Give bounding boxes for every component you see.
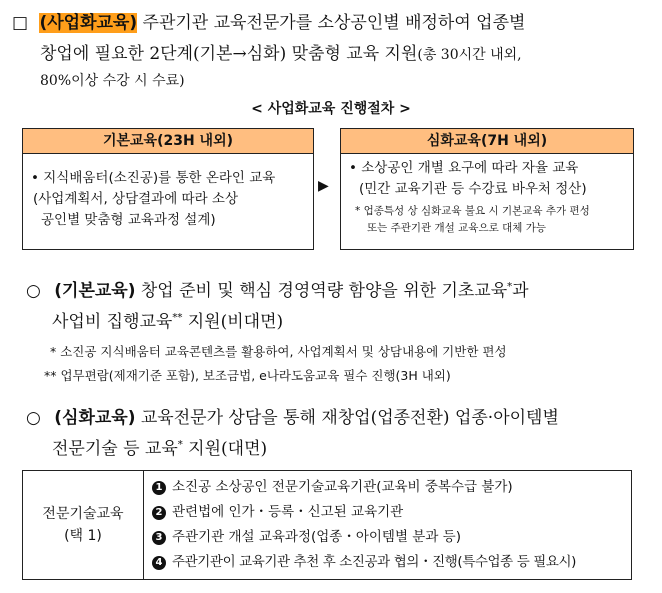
header-line-1-text: 주관기관 교육전문가를 소상공인별 배정하여 업종별	[137, 13, 526, 33]
advanced-section-line-2	[52, 434, 267, 459]
basic-section-note-2: ** 업무편람(제재기준 포함), 보조금법, e나라도움교육 필수 진행(3H 내외)	[44, 368, 451, 383]
basic-section-text-2: 사업비 집행교육	[52, 312, 173, 332]
table-option-1-text: 소진공 소상공인 전문기술교육기관(교육비 중복수급 불가)	[172, 479, 513, 495]
footnote-mark-2: **	[172, 312, 183, 324]
basic-section-text-1b: 과	[512, 281, 529, 301]
tech-education-table	[22, 470, 632, 580]
table-left-label-1: 전문기술교육	[42, 506, 124, 522]
table-option-4-text: 주관기관이 교육기관 추천 후 소진공과 협의・진행(특수업종 등 필요시)	[172, 554, 577, 570]
circle-bullet-icon-2: ○	[26, 408, 41, 428]
advanced-section-text-2b: 지원(대면)	[182, 439, 268, 459]
header-line-1	[12, 8, 525, 33]
advanced-education-box	[340, 128, 634, 250]
header-line-2	[40, 39, 522, 64]
basic-education-box	[22, 128, 314, 250]
basic-section-title: (기본교육)	[54, 281, 136, 301]
advanced-section-line-1	[26, 403, 559, 428]
advanced-section-text-1: 교육전문가 상담을 통해 재창업(업종전환) 업종·아이템별	[135, 408, 559, 428]
advanced-box-body	[341, 154, 633, 243]
number-2-icon: 2	[152, 506, 166, 520]
basic-section-note-1: * 소진공 지식배움터 교육콘텐츠를 활용하여, 사업계획서 및 상담내용에 기반한 편성	[50, 344, 507, 359]
circle-bullet-icon: ○	[26, 281, 41, 301]
header-line-2-small: (총 30시간 내외,	[417, 47, 522, 63]
basic-section-text-2b: 지원(비대면)	[182, 312, 284, 332]
table-left-label	[23, 471, 144, 580]
basic-box-body	[23, 154, 313, 237]
basic-section-text-1: 창업 준비 및 핵심 경영역량 함양을 위한 기초교육	[135, 281, 508, 301]
number-3-icon: 3	[152, 531, 166, 545]
advanced-box-note-2: 또는 주관기관 개설 교육으로 대체 가능	[367, 222, 546, 234]
advanced-box-line-1: • 소상공인 개별 요구에 따라 자율 교육	[349, 160, 579, 176]
table-left-label-2: (택 1)	[64, 528, 102, 544]
table-option-3	[152, 525, 623, 550]
advanced-box-head: 심화교육(7H 내외)	[341, 129, 633, 154]
table-option-2-text: 관련법에 인가・등록・신고된 교육기관	[172, 504, 404, 520]
advanced-section-text-2: 전문기술 등 교육	[52, 439, 178, 459]
number-4-icon: 4	[152, 556, 166, 570]
table-options-cell	[144, 471, 632, 580]
basic-box-head: 기본교육(23H 내외)	[23, 129, 313, 154]
table-option-4	[152, 550, 623, 575]
basic-section-line-2	[52, 307, 283, 332]
basic-box-line-3: 공인별 맞춤형 교육과정 설계)	[41, 212, 216, 228]
advanced-box-note-1: * 업종특성 상 심화교육 불요 시 기본교육 추가 편성	[355, 205, 590, 217]
checkbox-icon: □	[12, 13, 29, 33]
basic-section-line-1	[26, 276, 529, 301]
process-title: < 사업화교육 진행절차 >	[251, 101, 411, 117]
table-option-2	[152, 500, 623, 525]
advanced-box-line-2: (민간 교육기관 등 수강료 바우처 정산)	[359, 181, 587, 197]
section-title-highlight: (사업화교육)	[39, 13, 138, 33]
footnote-mark-3: *	[177, 439, 183, 451]
number-1-icon: 1	[152, 481, 166, 495]
header-line-2-text: 창업에 필요한 2단계(기본→심화) 맞춤형 교육 지원	[40, 44, 418, 64]
advanced-section-title: (심화교육)	[54, 408, 136, 428]
footnote-mark: *	[507, 281, 513, 293]
basic-box-line-2: (사업계획서, 상담결과에 따라 소상	[33, 191, 239, 207]
arrow-right-icon: ▶	[318, 178, 329, 194]
table-option-3-text: 주관기관 개설 교육과정(업종・아이템별 분과 등)	[172, 529, 461, 545]
header-line-3: 80%이상 수강 시 수료)	[40, 73, 185, 89]
basic-box-line-1: • 지식배움터(소진공)를 통한 온라인 교육	[31, 170, 276, 186]
table-option-1	[152, 475, 623, 500]
